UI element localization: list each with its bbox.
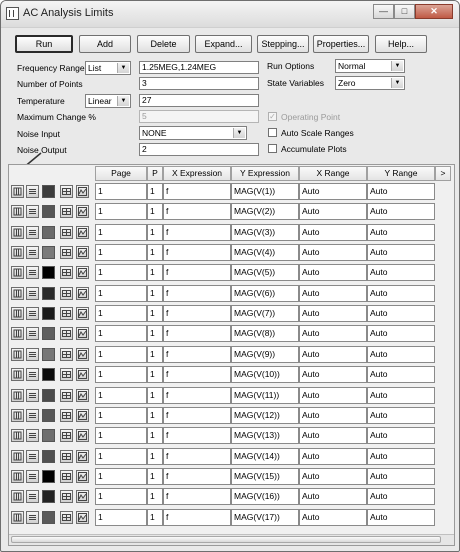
frequency-range-input[interactable]: 1.25MEG,1.24MEG xyxy=(139,61,259,74)
page-cell[interactable]: 1 xyxy=(95,407,147,424)
plot-icon[interactable] xyxy=(76,470,89,483)
table-icon[interactable] xyxy=(60,266,73,279)
state-variables-value: Zero xyxy=(338,78,356,88)
x-range-cell[interactable]: Auto xyxy=(299,183,367,200)
table-icon[interactable] xyxy=(60,450,73,463)
color-swatch[interactable] xyxy=(42,450,55,463)
line-style-icon[interactable] xyxy=(26,368,39,381)
y-range-cell[interactable]: Auto xyxy=(367,264,435,281)
plot-format-icon[interactable] xyxy=(11,450,24,463)
x-expression-cell[interactable]: f xyxy=(163,366,231,383)
maximum-change-label: Maximum Change % xyxy=(17,112,96,122)
header-y-range[interactable]: Y Range xyxy=(367,166,435,181)
table-icon[interactable] xyxy=(60,185,73,198)
plot-format-icon[interactable] xyxy=(11,205,24,218)
chevron-down-icon: ▼ xyxy=(117,96,129,106)
line-style-icon[interactable] xyxy=(26,185,39,198)
plot-format-icon[interactable] xyxy=(11,307,24,320)
run-options-label: Run Options xyxy=(267,61,315,71)
noise-input-value: NONE xyxy=(142,128,167,138)
noise-input-select[interactable] xyxy=(139,126,247,140)
x-expression-cell[interactable]: f xyxy=(163,224,231,241)
p-cell[interactable]: 1 xyxy=(147,509,163,526)
chevron-down-icon: ▼ xyxy=(117,63,129,73)
frequency-range-mode-select[interactable] xyxy=(85,61,131,75)
p-cell[interactable]: 1 xyxy=(147,224,163,241)
p-cell[interactable]: 1 xyxy=(147,427,163,444)
x-range-cell[interactable]: Auto xyxy=(299,264,367,281)
page-cell[interactable]: 1 xyxy=(95,366,147,383)
accumulate-plots-checkbox[interactable] xyxy=(268,144,277,153)
page-cell[interactable]: 1 xyxy=(95,305,147,322)
color-swatch[interactable] xyxy=(42,389,55,402)
table-icon[interactable] xyxy=(60,368,73,381)
page-cell[interactable]: 1 xyxy=(95,325,147,342)
y-expression-cell[interactable]: MAG(V(7)) xyxy=(231,305,299,322)
line-style-icon[interactable] xyxy=(26,490,39,503)
line-style-icon[interactable] xyxy=(26,246,39,259)
x-expression-cell[interactable]: f xyxy=(163,264,231,281)
page-cell[interactable]: 1 xyxy=(95,224,147,241)
y-expression-cell[interactable]: MAG(V(13)) xyxy=(231,427,299,444)
noise-output-input[interactable]: 2 xyxy=(139,143,259,156)
x-expression-cell[interactable]: f xyxy=(163,346,231,363)
header-x-expression[interactable]: X Expression xyxy=(163,166,231,181)
x-range-cell[interactable]: Auto xyxy=(299,407,367,424)
x-expression-cell[interactable]: f xyxy=(163,427,231,444)
plot-icon[interactable] xyxy=(76,327,89,340)
table-icon[interactable] xyxy=(60,307,73,320)
x-expression-cell[interactable]: f xyxy=(163,488,231,505)
plot-icon[interactable] xyxy=(76,511,89,524)
page-cell[interactable]: 1 xyxy=(95,427,147,444)
y-range-cell[interactable]: Auto xyxy=(367,366,435,383)
properties-button[interactable]: Properties... xyxy=(313,35,369,53)
line-style-icon[interactable] xyxy=(26,511,39,524)
page-cell[interactable]: 1 xyxy=(95,387,147,404)
state-variables-select[interactable] xyxy=(335,76,405,90)
plot-icon[interactable] xyxy=(76,429,89,442)
app-icon xyxy=(6,7,19,20)
title-bar[interactable] xyxy=(1,1,459,28)
header-page[interactable]: Page xyxy=(95,166,147,181)
window-title: AC Analysis Limits xyxy=(23,7,114,19)
x-expression-cell[interactable]: f xyxy=(163,285,231,302)
y-range-cell[interactable]: Auto xyxy=(367,387,435,404)
plot-icon[interactable] xyxy=(76,205,89,218)
color-swatch[interactable] xyxy=(42,368,55,381)
p-cell[interactable]: 1 xyxy=(147,244,163,261)
x-expression-cell[interactable]: f xyxy=(163,203,231,220)
color-swatch[interactable] xyxy=(42,490,55,503)
y-range-cell[interactable]: Auto xyxy=(367,488,435,505)
page-cell[interactable]: 1 xyxy=(95,448,147,465)
p-cell[interactable]: 1 xyxy=(147,285,163,302)
line-style-icon[interactable] xyxy=(26,307,39,320)
table-icon[interactable] xyxy=(60,327,73,340)
plot-format-icon[interactable] xyxy=(11,409,24,422)
temperature-mode-select[interactable] xyxy=(85,94,131,108)
page-cell[interactable]: 1 xyxy=(95,509,147,526)
frequency-range-mode-value: List xyxy=(88,63,102,73)
x-range-cell[interactable]: Auto xyxy=(299,509,367,526)
run-button[interactable]: Run xyxy=(15,35,73,53)
plot-icon[interactable] xyxy=(76,246,89,259)
page-cell[interactable]: 1 xyxy=(95,468,147,485)
plot-format-icon[interactable] xyxy=(11,470,24,483)
color-swatch[interactable] xyxy=(42,185,55,198)
color-swatch[interactable] xyxy=(42,205,55,218)
p-cell[interactable]: 1 xyxy=(147,346,163,363)
page-cell[interactable]: 1 xyxy=(95,244,147,261)
p-cell[interactable]: 1 xyxy=(147,468,163,485)
line-style-icon[interactable] xyxy=(26,450,39,463)
x-range-cell[interactable]: Auto xyxy=(299,325,367,342)
plot-format-icon[interactable] xyxy=(11,490,24,503)
y-range-cell[interactable]: Auto xyxy=(367,468,435,485)
y-range-cell[interactable]: Auto xyxy=(367,183,435,200)
y-range-cell[interactable]: Auto xyxy=(367,509,435,526)
maximize-icon[interactable]: □ xyxy=(394,4,415,19)
line-style-icon[interactable] xyxy=(26,266,39,279)
line-style-icon[interactable] xyxy=(26,429,39,442)
line-style-icon[interactable] xyxy=(26,470,39,483)
header-p[interactable]: P xyxy=(147,166,163,181)
chevron-down-icon: ▼ xyxy=(233,128,245,138)
noise-input-label: Noise Input xyxy=(17,129,60,139)
scrollbar-thumb[interactable] xyxy=(11,536,441,543)
y-range-cell[interactable]: Auto xyxy=(367,285,435,302)
plot-format-icon[interactable] xyxy=(11,368,24,381)
x-expression-cell[interactable]: f xyxy=(163,407,231,424)
plot-format-icon[interactable] xyxy=(11,429,24,442)
x-expression-cell[interactable]: f xyxy=(163,325,231,342)
y-expression-cell[interactable]: MAG(V(10)) xyxy=(231,366,299,383)
plot-format-icon[interactable] xyxy=(11,327,24,340)
p-cell[interactable]: 1 xyxy=(147,305,163,322)
y-range-cell[interactable]: Auto xyxy=(367,203,435,220)
minimize-icon[interactable]: — xyxy=(373,4,394,19)
accumulate-plots-label: Accumulate Plots xyxy=(281,144,347,154)
y-expression-cell[interactable]: MAG(V(5)) xyxy=(231,264,299,281)
line-style-icon[interactable] xyxy=(26,348,39,361)
p-cell[interactable]: 1 xyxy=(147,325,163,342)
table-icon[interactable] xyxy=(60,470,73,483)
p-cell[interactable]: 1 xyxy=(147,183,163,200)
run-options-select[interactable] xyxy=(335,59,405,73)
page-cell[interactable]: 1 xyxy=(95,203,147,220)
plot-icon[interactable] xyxy=(76,185,89,198)
temperature-input[interactable]: 27 xyxy=(139,94,259,107)
stepping-button[interactable]: Stepping... xyxy=(257,35,309,53)
table-icon[interactable] xyxy=(60,348,73,361)
plot-format-icon[interactable] xyxy=(11,511,24,524)
header-more[interactable]: > xyxy=(435,166,451,181)
color-swatch[interactable] xyxy=(42,266,55,279)
y-expression-cell[interactable]: MAG(V(6)) xyxy=(231,285,299,302)
x-expression-cell[interactable]: f xyxy=(163,244,231,261)
y-expression-cell[interactable]: MAG(V(17)) xyxy=(231,509,299,526)
noise-output-label: Noise Output xyxy=(17,145,67,155)
page-cell[interactable]: 1 xyxy=(95,264,147,281)
x-expression-cell[interactable]: f xyxy=(163,468,231,485)
plot-icon[interactable] xyxy=(76,450,89,463)
y-expression-cell[interactable]: MAG(V(9)) xyxy=(231,346,299,363)
x-expression-cell[interactable]: f xyxy=(163,448,231,465)
y-expression-cell[interactable]: MAG(V(1)) xyxy=(231,183,299,200)
p-cell[interactable]: 1 xyxy=(147,264,163,281)
x-range-cell[interactable]: Auto xyxy=(299,244,367,261)
number-of-points-input[interactable]: 3 xyxy=(139,77,259,90)
y-expression-cell[interactable]: MAG(V(3)) xyxy=(231,224,299,241)
y-expression-cell[interactable]: MAG(V(4)) xyxy=(231,244,299,261)
line-style-icon[interactable] xyxy=(26,389,39,402)
plot-format-icon[interactable] xyxy=(11,226,24,239)
x-range-cell[interactable]: Auto xyxy=(299,224,367,241)
color-swatch[interactable] xyxy=(42,409,55,422)
expand-button[interactable]: Expand... xyxy=(195,35,252,53)
x-range-cell[interactable]: Auto xyxy=(299,427,367,444)
plot-icon[interactable] xyxy=(76,348,89,361)
table-icon[interactable] xyxy=(60,205,73,218)
table-icon[interactable] xyxy=(60,490,73,503)
line-style-icon[interactable] xyxy=(26,205,39,218)
y-range-cell[interactable]: Auto xyxy=(367,346,435,363)
help-button[interactable]: Help... xyxy=(375,35,427,53)
color-swatch[interactable] xyxy=(42,287,55,300)
color-swatch[interactable] xyxy=(42,307,55,320)
plot-icon[interactable] xyxy=(76,409,89,422)
p-cell[interactable]: 1 xyxy=(147,366,163,383)
plot-icon[interactable] xyxy=(76,307,89,320)
y-expression-cell[interactable]: MAG(V(11)) xyxy=(231,387,299,404)
table-icon[interactable] xyxy=(60,409,73,422)
chevron-down-icon: ▼ xyxy=(391,61,403,71)
temperature-mode-value: Linear xyxy=(88,96,112,106)
number-of-points-label: Number of Points xyxy=(17,79,83,89)
color-swatch[interactable] xyxy=(42,511,55,524)
x-range-cell[interactable]: Auto xyxy=(299,305,367,322)
x-expression-cell[interactable]: f xyxy=(163,183,231,200)
close-icon[interactable]: ✕ xyxy=(415,4,453,19)
y-expression-cell[interactable]: MAG(V(8)) xyxy=(231,325,299,342)
p-cell[interactable]: 1 xyxy=(147,407,163,424)
color-swatch[interactable] xyxy=(42,470,55,483)
chevron-down-icon: ▼ xyxy=(391,78,403,88)
header-x-range[interactable]: X Range xyxy=(299,166,367,181)
x-expression-cell[interactable]: f xyxy=(163,387,231,404)
delete-button[interactable]: Delete xyxy=(137,35,190,53)
line-style-icon[interactable] xyxy=(26,327,39,340)
plot-format-icon[interactable] xyxy=(11,185,24,198)
page-cell[interactable]: 1 xyxy=(95,488,147,505)
plot-icon[interactable] xyxy=(76,368,89,381)
line-style-icon[interactable] xyxy=(26,409,39,422)
horizontal-scrollbar[interactable] xyxy=(9,534,454,545)
p-cell[interactable]: 1 xyxy=(147,488,163,505)
x-expression-cell[interactable]: f xyxy=(163,509,231,526)
color-swatch[interactable] xyxy=(42,327,55,340)
y-range-cell[interactable]: Auto xyxy=(367,305,435,322)
x-range-cell[interactable]: Auto xyxy=(299,468,367,485)
plot-format-icon[interactable] xyxy=(11,246,24,259)
page-cell[interactable]: 1 xyxy=(95,285,147,302)
table-icon[interactable] xyxy=(60,246,73,259)
page-cell[interactable]: 1 xyxy=(95,346,147,363)
y-expression-cell[interactable]: MAG(V(12)) xyxy=(231,407,299,424)
frequency-range-label: Frequency Range xyxy=(17,63,85,73)
table-icon[interactable] xyxy=(60,511,73,524)
run-options-value: Normal xyxy=(338,61,366,71)
plot-format-icon[interactable] xyxy=(11,287,24,300)
y-range-cell[interactable]: Auto xyxy=(367,427,435,444)
color-swatch[interactable] xyxy=(42,246,55,259)
line-style-icon[interactable] xyxy=(26,226,39,239)
y-expression-cell[interactable]: MAG(V(14)) xyxy=(231,448,299,465)
x-range-cell[interactable]: Auto xyxy=(299,203,367,220)
x-range-cell[interactable]: Auto xyxy=(299,387,367,404)
y-range-cell[interactable]: Auto xyxy=(367,407,435,424)
state-variables-label: State Variables xyxy=(267,78,325,88)
table-icon[interactable] xyxy=(60,226,73,239)
header-y-expression[interactable]: Y Expression xyxy=(231,166,299,181)
x-range-cell[interactable]: Auto xyxy=(299,448,367,465)
p-cell[interactable]: 1 xyxy=(147,387,163,404)
y-range-cell[interactable]: Auto xyxy=(367,224,435,241)
plot-icon[interactable] xyxy=(76,287,89,300)
plot-format-icon[interactable] xyxy=(11,266,24,279)
plot-format-icon[interactable] xyxy=(11,389,24,402)
y-expression-cell[interactable]: MAG(V(2)) xyxy=(231,203,299,220)
plot-expressions-grid xyxy=(8,164,455,546)
table-icon[interactable] xyxy=(60,389,73,402)
maximum-change-input: 5 xyxy=(139,110,259,123)
y-range-cell[interactable]: Auto xyxy=(367,448,435,465)
x-range-cell[interactable]: Auto xyxy=(299,285,367,302)
auto-scale-checkbox[interactable] xyxy=(268,128,277,137)
x-range-cell[interactable]: Auto xyxy=(299,346,367,363)
add-button[interactable]: Add xyxy=(79,35,131,53)
x-range-cell[interactable]: Auto xyxy=(299,366,367,383)
x-expression-cell[interactable]: f xyxy=(163,305,231,322)
plot-icon[interactable] xyxy=(76,266,89,279)
table-icon[interactable] xyxy=(60,287,73,300)
x-range-cell[interactable]: Auto xyxy=(299,488,367,505)
operating-point-checkbox: ✓ xyxy=(269,112,276,121)
color-swatch[interactable] xyxy=(42,348,55,361)
temperature-label: Temperature xyxy=(17,96,65,106)
y-range-cell[interactable]: Auto xyxy=(367,325,435,342)
window-controls xyxy=(373,4,453,19)
operating-point-label: Operating Point xyxy=(281,112,341,122)
line-style-icon[interactable] xyxy=(26,287,39,300)
page-cell[interactable]: 1 xyxy=(95,183,147,200)
color-swatch[interactable] xyxy=(42,226,55,239)
y-expression-cell[interactable]: MAG(V(15)) xyxy=(231,468,299,485)
table-icon[interactable] xyxy=(60,429,73,442)
plot-format-icon[interactable] xyxy=(11,348,24,361)
p-cell[interactable]: 1 xyxy=(147,448,163,465)
plot-icon[interactable] xyxy=(76,490,89,503)
auto-scale-label: Auto Scale Ranges xyxy=(281,128,354,138)
plot-icon[interactable] xyxy=(76,389,89,402)
p-cell[interactable]: 1 xyxy=(147,203,163,220)
y-expression-cell[interactable]: MAG(V(16)) xyxy=(231,488,299,505)
plot-icon[interactable] xyxy=(76,226,89,239)
color-swatch[interactable] xyxy=(42,429,55,442)
y-range-cell[interactable]: Auto xyxy=(367,244,435,261)
